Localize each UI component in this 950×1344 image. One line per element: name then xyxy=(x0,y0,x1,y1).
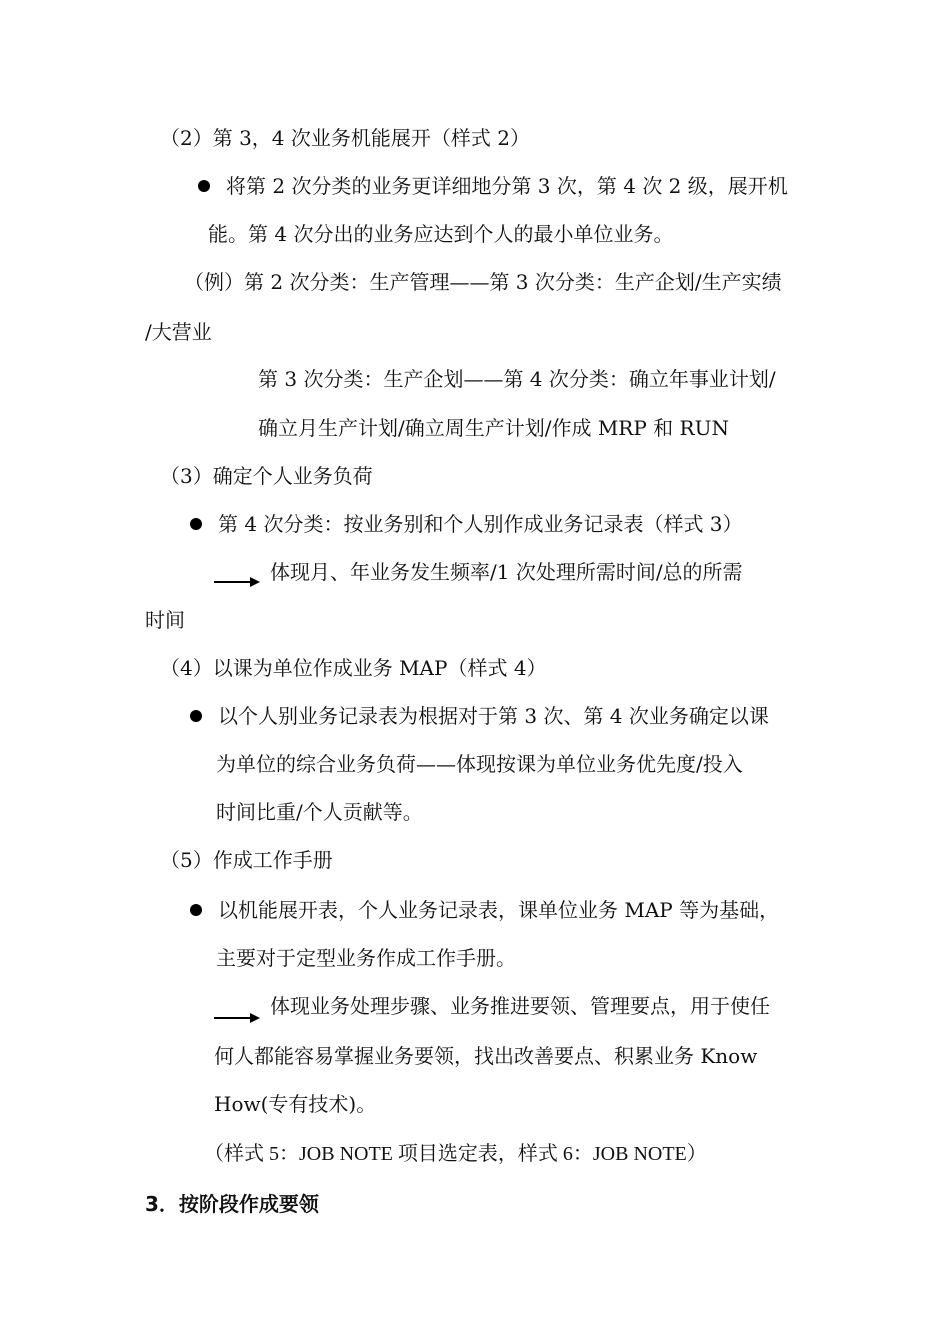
paragraph-line: 体现月、年业务发生频率/1 次处理所需时间/总的所需 xyxy=(270,560,743,584)
right-arrow-icon xyxy=(214,576,260,588)
paragraph-line: 为单位的综合业务负荷——体现按课为单位业务优先度/投入 xyxy=(216,752,743,776)
section-heading-4: （4）以课为单位作成业务 MAP（样式 4） xyxy=(160,656,547,680)
right-arrow-icon xyxy=(214,1012,260,1024)
section-heading-3: （3）确定个人业务负荷 xyxy=(160,464,373,488)
paragraph-line: 主要对于定型业务作成工作手册。 xyxy=(216,946,516,970)
bullet-icon xyxy=(190,518,202,530)
paragraph-line: 以机能展开表，个人业务记录表，课单位业务 MAP 等为基础， xyxy=(218,898,780,922)
section-heading-5: （5）作成工作手册 xyxy=(160,848,333,872)
paragraph-line: 以个人别业务记录表为根据对于第 3 次、第 4 次业务确定以课 xyxy=(218,704,769,728)
paragraph-line: How(专有技术)。 xyxy=(214,1092,377,1116)
section-heading-2: （2）第 3，4 次业务机能展开（样式 2） xyxy=(160,126,530,150)
bullet-icon xyxy=(198,180,210,192)
paragraph-line: 何人都能容易掌握业务要领，找出改善要点、积累业务 Know xyxy=(214,1044,758,1068)
paragraph-line: 时间 xyxy=(145,608,185,632)
paragraph-line: 时间比重/个人贡献等。 xyxy=(216,800,423,824)
paragraph-line: 将第 2 次分类的业务更详细地分第 3 次，第 4 次 2 级，展开机 xyxy=(226,174,788,198)
paragraph-line: 能。第 4 次分出的业务应达到个人的最小单位业务。 xyxy=(208,222,674,246)
example-line: 确立月生产计划/确立周生产计划/作成 MRP 和 RUN xyxy=(258,416,729,440)
section-heading-step-3: 3．按阶段作成要领 xyxy=(145,1192,319,1216)
example-line: /大营业 xyxy=(145,320,212,344)
paragraph-line: 体现业务处理步骤、业务推进要领、管理要点，用于使任 xyxy=(270,994,770,1018)
bullet-icon xyxy=(190,904,202,916)
example-line: 第 3 次分类：生产企划——第 4 次分类：确立年事业计划/ xyxy=(258,367,776,391)
sample-reference-line: （样式 5：JOB NOTE 项目选定表，样式 6：JOB NOTE） xyxy=(204,1143,707,1165)
bullet-icon xyxy=(190,710,202,722)
paragraph-line: 第 4 次分类：按业务别和个人别作成业务记录表（样式 3） xyxy=(218,512,743,536)
example-line: （例）第 2 次分类：生产管理——第 3 次分类：生产企划/生产实绩 xyxy=(184,270,782,294)
